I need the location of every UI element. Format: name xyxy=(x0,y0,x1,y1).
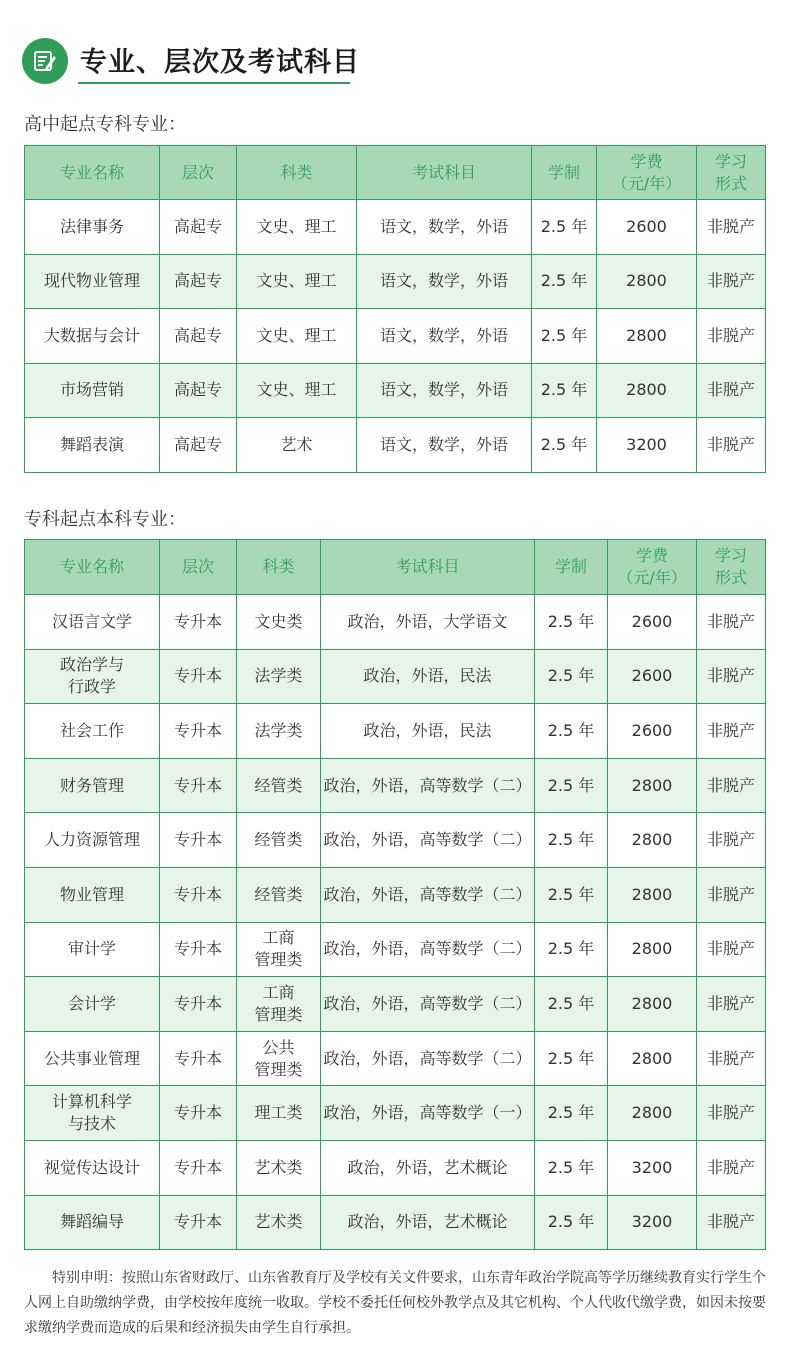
table-cell: 专升本 xyxy=(160,922,237,977)
table-cell: 2.5 年 xyxy=(535,867,608,922)
title-underline xyxy=(78,82,350,84)
table-cell: 非脱产 xyxy=(697,363,766,418)
table-header-row xyxy=(25,540,766,595)
table-cell: 政治，外语，高等数学（二） xyxy=(321,867,535,922)
table-section1 xyxy=(24,145,766,473)
table-cell: 政治，外语，高等数学（一） xyxy=(321,1086,535,1141)
table-cell: 2.5 年 xyxy=(535,758,608,813)
table-cell: 2600 xyxy=(608,649,697,704)
table-cell: 高起专 xyxy=(160,309,237,364)
column-header: 层次 xyxy=(160,146,237,200)
table-cell: 文史、理工 xyxy=(237,254,357,309)
table-cell: 政治，外语，民法 xyxy=(321,704,535,759)
column-header: 学习 形式 xyxy=(697,146,766,200)
table-cell: 2800 xyxy=(597,309,697,364)
table-cell: 法学类 xyxy=(237,704,321,759)
table-cell: 社会工作 xyxy=(25,704,160,759)
table-cell: 语文，数学，外语 xyxy=(357,200,532,255)
table-cell: 政治，外语，高等数学（二） xyxy=(321,1031,535,1086)
table-row xyxy=(25,254,766,309)
table-cell: 视觉传达设计 xyxy=(25,1140,160,1195)
table-cell: 经管类 xyxy=(237,758,321,813)
table-row xyxy=(25,922,766,977)
column-header: 学费 （元/年） xyxy=(608,540,697,595)
table-cell: 政治，外语，高等数学（二） xyxy=(321,977,535,1032)
table-cell: 财务管理 xyxy=(25,758,160,813)
table-row xyxy=(25,595,766,650)
table-cell: 3200 xyxy=(597,418,697,473)
table-cell: 市场营销 xyxy=(25,363,160,418)
table-header-row xyxy=(25,146,766,200)
page-title: 专业、层次及考试科目 xyxy=(80,46,360,78)
table-cell: 2600 xyxy=(597,200,697,255)
table-cell: 计算机科学 与技术 xyxy=(25,1086,160,1141)
table-cell: 专升本 xyxy=(160,1140,237,1195)
table-cell: 法律事务 xyxy=(25,200,160,255)
column-header: 学习 形式 xyxy=(697,540,766,595)
table-cell: 文史、理工 xyxy=(237,200,357,255)
table-cell: 高起专 xyxy=(160,254,237,309)
table-cell: 非脱产 xyxy=(697,309,766,364)
table-cell: 2800 xyxy=(608,1086,697,1141)
table-cell: 2.5 年 xyxy=(535,1031,608,1086)
table-cell: 艺术类 xyxy=(237,1195,321,1250)
table-cell: 高起专 xyxy=(160,418,237,473)
table-cell: 2800 xyxy=(608,977,697,1032)
table-cell: 2800 xyxy=(597,254,697,309)
table-cell: 2800 xyxy=(597,363,697,418)
table-cell: 大数据与会计 xyxy=(25,309,160,364)
table-cell: 政治，外语，高等数学（二） xyxy=(321,758,535,813)
table-cell: 政治，外语，民法 xyxy=(321,649,535,704)
table-row xyxy=(25,1140,766,1195)
table-cell: 经管类 xyxy=(237,867,321,922)
table-cell: 非脱产 xyxy=(697,1195,766,1250)
table-cell: 政治，外语，大学语文 xyxy=(321,595,535,650)
table-cell: 人力资源管理 xyxy=(25,813,160,868)
table-row xyxy=(25,309,766,364)
table-cell: 非脱产 xyxy=(697,1031,766,1086)
table-cell: 语文，数学，外语 xyxy=(357,309,532,364)
table-section2 xyxy=(24,539,766,1250)
column-header: 科类 xyxy=(237,540,321,595)
table-cell: 现代物业管理 xyxy=(25,254,160,309)
table-cell: 艺术 xyxy=(237,418,357,473)
table-row xyxy=(25,813,766,868)
table-row xyxy=(25,758,766,813)
table-cell: 2.5 年 xyxy=(535,1140,608,1195)
table-cell: 2800 xyxy=(608,1031,697,1086)
table-cell: 文史、理工 xyxy=(237,363,357,418)
section1-title: 高中起点专科专业： xyxy=(24,114,186,135)
table-cell: 政治，外语，高等数学（二） xyxy=(321,813,535,868)
table-cell: 2.5 年 xyxy=(532,363,597,418)
table-row xyxy=(25,977,766,1032)
table-cell: 公共 管理类 xyxy=(237,1031,321,1086)
table-cell: 非脱产 xyxy=(697,418,766,473)
table-cell: 2.5 年 xyxy=(535,595,608,650)
table-cell: 文史类 xyxy=(237,595,321,650)
column-header: 考试科目 xyxy=(357,146,532,200)
table-cell: 语文，数学，外语 xyxy=(357,254,532,309)
table-cell: 非脱产 xyxy=(697,200,766,255)
table-cell: 文史、理工 xyxy=(237,309,357,364)
table-cell: 专升本 xyxy=(160,595,237,650)
column-header: 考试科目 xyxy=(321,540,535,595)
column-header: 专业名称 xyxy=(25,146,160,200)
table-cell: 2.5 年 xyxy=(535,813,608,868)
table-cell: 高起专 xyxy=(160,200,237,255)
table-cell: 公共事业管理 xyxy=(25,1031,160,1086)
table-cell: 语文，数学，外语 xyxy=(357,418,532,473)
table-cell: 非脱产 xyxy=(697,595,766,650)
column-header: 学制 xyxy=(532,146,597,200)
table-row xyxy=(25,1086,766,1141)
table-cell: 2.5 年 xyxy=(532,418,597,473)
table-cell: 非脱产 xyxy=(697,813,766,868)
table-cell: 非脱产 xyxy=(697,1086,766,1141)
table-row xyxy=(25,418,766,473)
table-cell: 专升本 xyxy=(160,704,237,759)
table-cell: 2.5 年 xyxy=(532,309,597,364)
table-cell: 2600 xyxy=(608,704,697,759)
table-cell: 2800 xyxy=(608,758,697,813)
table-cell: 专升本 xyxy=(160,1086,237,1141)
table-cell: 非脱产 xyxy=(697,649,766,704)
table-cell: 专升本 xyxy=(160,867,237,922)
table-cell: 2.5 年 xyxy=(535,1195,608,1250)
table-cell: 理工类 xyxy=(237,1086,321,1141)
section-header xyxy=(22,38,360,84)
table-cell: 3200 xyxy=(608,1195,697,1250)
table-cell: 会计学 xyxy=(25,977,160,1032)
table-cell: 2600 xyxy=(608,595,697,650)
table-cell: 政治，外语，艺术概论 xyxy=(321,1140,535,1195)
table-cell: 汉语言文学 xyxy=(25,595,160,650)
column-header: 专业名称 xyxy=(25,540,160,595)
table-row xyxy=(25,1195,766,1250)
table-cell: 2.5 年 xyxy=(535,704,608,759)
table-cell: 物业管理 xyxy=(25,867,160,922)
table-cell: 审计学 xyxy=(25,922,160,977)
table-cell: 2800 xyxy=(608,813,697,868)
table-cell: 2.5 年 xyxy=(535,977,608,1032)
table-cell: 非脱产 xyxy=(697,977,766,1032)
table-row xyxy=(25,1031,766,1086)
table-cell: 舞蹈表演 xyxy=(25,418,160,473)
table-cell: 语文，数学，外语 xyxy=(357,363,532,418)
table-row xyxy=(25,649,766,704)
table-cell: 非脱产 xyxy=(697,254,766,309)
table-cell: 2.5 年 xyxy=(532,254,597,309)
section2-title: 专科起点本科专业： xyxy=(24,509,186,530)
table-row xyxy=(25,704,766,759)
table-cell: 经管类 xyxy=(237,813,321,868)
table-cell: 政治学与 行政学 xyxy=(25,649,160,704)
table-cell: 专升本 xyxy=(160,1031,237,1086)
column-header: 学费 （元/年） xyxy=(597,146,697,200)
table-cell: 工商 管理类 xyxy=(237,922,321,977)
table-row xyxy=(25,363,766,418)
table-cell: 政治，外语，艺术概论 xyxy=(321,1195,535,1250)
table-cell: 2.5 年 xyxy=(535,1086,608,1141)
table-cell: 法学类 xyxy=(237,649,321,704)
table-cell: 高起专 xyxy=(160,363,237,418)
table-cell: 专升本 xyxy=(160,1195,237,1250)
table-cell: 专升本 xyxy=(160,758,237,813)
column-header: 层次 xyxy=(160,540,237,595)
edit-note-icon xyxy=(22,38,68,84)
table-cell: 舞蹈编导 xyxy=(25,1195,160,1250)
table-cell: 3200 xyxy=(608,1140,697,1195)
column-header: 学制 xyxy=(535,540,608,595)
table-cell: 2800 xyxy=(608,867,697,922)
table-row xyxy=(25,867,766,922)
column-header: 科类 xyxy=(237,146,357,200)
table-cell: 非脱产 xyxy=(697,704,766,759)
table-cell: 政治，外语，高等数学（二） xyxy=(321,922,535,977)
table-cell: 专升本 xyxy=(160,649,237,704)
special-notice: 特别申明：按照山东省财政厅、山东省教育厅及学校有关文件要求，山东青年政治学院高等学历继续教育实行学生个人网上自助缴纳学费，由学校按年度统一收取。学校不委托任何校外教学点及其它机构、个人代收代缴学费，如因未按要求缴纳学费而造成的后果和经济损失由学生自行承担。 xyxy=(24,1270,766,1336)
table-cell: 工商 管理类 xyxy=(237,977,321,1032)
table-cell: 非脱产 xyxy=(697,1140,766,1195)
table-cell: 非脱产 xyxy=(697,758,766,813)
table-cell: 非脱产 xyxy=(697,867,766,922)
table-row xyxy=(25,200,766,255)
table-cell: 艺术类 xyxy=(237,1140,321,1195)
table-cell: 专升本 xyxy=(160,813,237,868)
table-cell: 2.5 年 xyxy=(535,922,608,977)
table-cell: 2.5 年 xyxy=(532,200,597,255)
table-cell: 专升本 xyxy=(160,977,237,1032)
table-cell: 2800 xyxy=(608,922,697,977)
table-cell: 非脱产 xyxy=(697,922,766,977)
table-cell: 2.5 年 xyxy=(535,649,608,704)
